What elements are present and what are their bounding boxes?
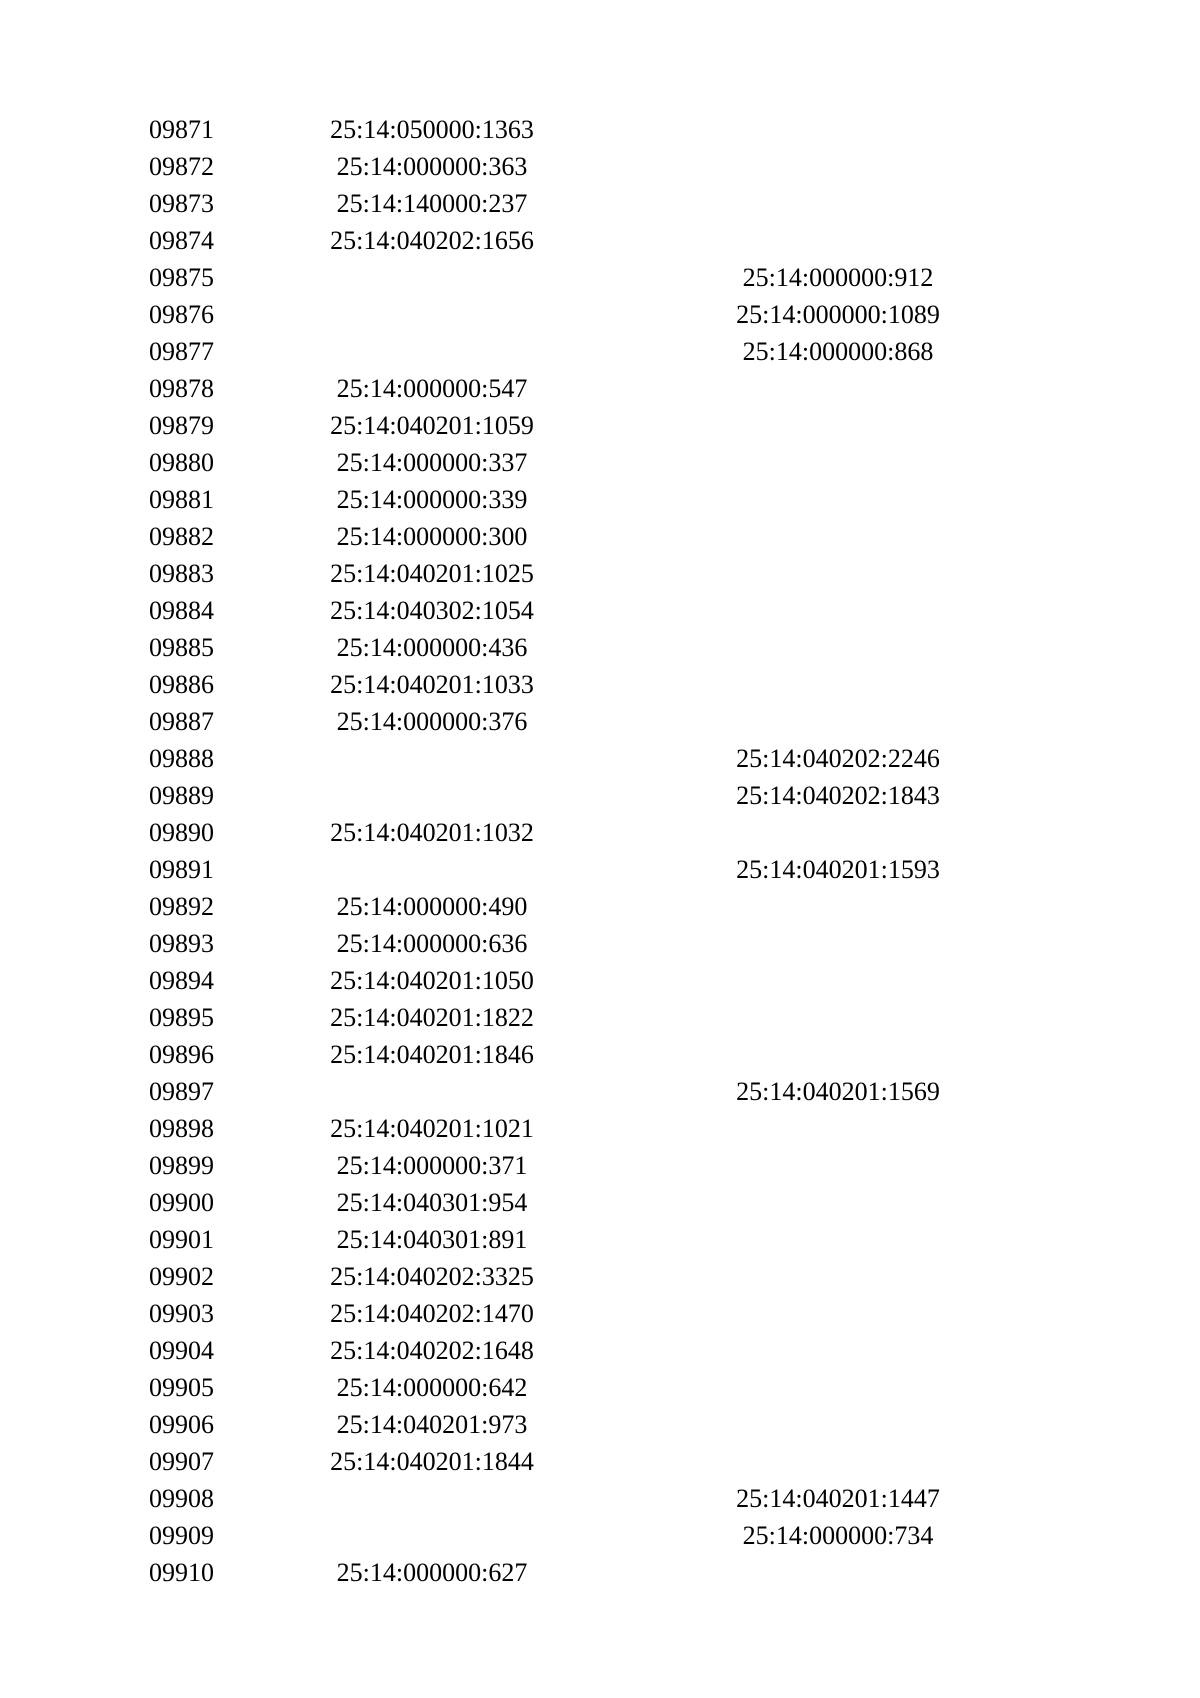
record-number: 09904 (149, 1336, 214, 1365)
cadastral-number: 25:14:050000:1363 (330, 115, 534, 144)
record-number: 09900 (149, 1188, 214, 1217)
table-row (0, 370, 1200, 407)
record-number: 09910 (149, 1558, 214, 1587)
record-number: 09884 (149, 596, 214, 625)
table-row (0, 1480, 1200, 1517)
record-number: 09871 (149, 115, 214, 144)
table-row (0, 740, 1200, 777)
record-number: 09878 (149, 374, 214, 403)
table-row (0, 962, 1200, 999)
table-row (0, 1110, 1200, 1147)
alternate-cadastral-number: 25:14:040201:1447 (736, 1484, 940, 1513)
record-number: 09892 (149, 892, 214, 921)
record-number: 09903 (149, 1299, 214, 1328)
record-number: 09885 (149, 633, 214, 662)
cadastral-number: 25:14:000000:376 (336, 707, 528, 736)
cadastral-number: 25:14:040201:1059 (330, 411, 534, 440)
table-row (0, 111, 1200, 148)
table-row (0, 888, 1200, 925)
table-row (0, 666, 1200, 703)
cadastral-number: 25:14:040301:954 (336, 1188, 528, 1217)
table-row (0, 333, 1200, 370)
table-row (0, 925, 1200, 962)
cadastral-number: 25:14:000000:636 (336, 929, 528, 958)
table-row (0, 1073, 1200, 1110)
table-row (0, 185, 1200, 222)
table-row (0, 592, 1200, 629)
alternate-cadastral-number: 25:14:000000:1089 (736, 300, 940, 329)
record-number: 09908 (149, 1484, 214, 1513)
cadastral-number: 25:14:040202:3325 (330, 1262, 534, 1291)
cadastral-number: 25:14:000000:490 (336, 892, 528, 921)
table-row (0, 1406, 1200, 1443)
table-row (0, 1554, 1200, 1591)
table-row (0, 1295, 1200, 1332)
cadastral-number: 25:14:040302:1054 (330, 596, 534, 625)
cadastral-number: 25:14:040201:973 (336, 1410, 528, 1439)
cadastral-number: 25:14:040202:1648 (330, 1336, 534, 1365)
cadastral-number: 25:14:140000:237 (336, 189, 528, 218)
record-number: 09894 (149, 966, 214, 995)
table-row (0, 1147, 1200, 1184)
table-row (0, 1517, 1200, 1554)
alternate-cadastral-number: 25:14:040202:1843 (736, 781, 940, 810)
table-row (0, 518, 1200, 555)
record-number: 09902 (149, 1262, 214, 1291)
record-number: 09886 (149, 670, 214, 699)
cadastral-number: 25:14:040301:891 (336, 1225, 528, 1254)
cadastral-number: 25:14:040201:1822 (330, 1003, 534, 1032)
table-row (0, 555, 1200, 592)
record-number: 09876 (149, 300, 214, 329)
cadastral-number: 25:14:000000:337 (336, 448, 528, 477)
alternate-cadastral-number: 25:14:000000:912 (742, 263, 934, 292)
cadastral-number: 25:14:040202:1470 (330, 1299, 534, 1328)
table-row (0, 1221, 1200, 1258)
alternate-cadastral-number: 25:14:040201:1593 (736, 855, 940, 884)
cadastral-number: 25:14:000000:300 (336, 522, 528, 551)
cadastral-number: 25:14:000000:627 (336, 1558, 528, 1587)
record-table (0, 111, 1200, 1591)
cadastral-number: 25:14:040201:1025 (330, 559, 534, 588)
alternate-cadastral-number: 25:14:000000:734 (742, 1521, 934, 1550)
record-number: 09874 (149, 226, 214, 255)
record-number: 09896 (149, 1040, 214, 1069)
cadastral-number: 25:14:040201:1844 (330, 1447, 534, 1476)
record-number: 09901 (149, 1225, 214, 1254)
record-number: 09888 (149, 744, 214, 773)
table-row (0, 629, 1200, 666)
record-number: 09890 (149, 818, 214, 847)
cadastral-number: 25:14:040201:1846 (330, 1040, 534, 1069)
record-number: 09877 (149, 337, 214, 366)
table-row (0, 148, 1200, 185)
table-row (0, 222, 1200, 259)
cadastral-number: 25:14:000000:363 (336, 152, 528, 181)
cadastral-number: 25:14:040201:1050 (330, 966, 534, 995)
cadastral-number: 25:14:000000:642 (336, 1373, 528, 1402)
table-row (0, 407, 1200, 444)
record-number: 09882 (149, 522, 214, 551)
record-number: 09906 (149, 1410, 214, 1439)
cadastral-number: 25:14:000000:371 (336, 1151, 528, 1180)
table-row (0, 814, 1200, 851)
record-number: 09887 (149, 707, 214, 736)
record-number: 09880 (149, 448, 214, 477)
cadastral-number: 25:14:000000:436 (336, 633, 528, 662)
table-row (0, 999, 1200, 1036)
table-row (0, 1036, 1200, 1073)
record-number: 09907 (149, 1447, 214, 1476)
record-number: 09909 (149, 1521, 214, 1550)
cadastral-number: 25:14:040202:1656 (330, 226, 534, 255)
record-number: 09893 (149, 929, 214, 958)
table-row (0, 851, 1200, 888)
cadastral-number: 25:14:000000:547 (336, 374, 528, 403)
table-row (0, 481, 1200, 518)
alternate-cadastral-number: 25:14:040201:1569 (736, 1077, 940, 1106)
record-number: 09875 (149, 263, 214, 292)
alternate-cadastral-number: 25:14:000000:868 (742, 337, 934, 366)
record-number: 09873 (149, 189, 214, 218)
record-number: 09881 (149, 485, 214, 514)
table-row (0, 703, 1200, 740)
alternate-cadastral-number: 25:14:040202:2246 (736, 744, 940, 773)
record-number: 09905 (149, 1373, 214, 1402)
record-number: 09899 (149, 1151, 214, 1180)
table-row (0, 296, 1200, 333)
cadastral-number: 25:14:000000:339 (336, 485, 528, 514)
record-number: 09898 (149, 1114, 214, 1143)
cadastral-number: 25:14:040201:1032 (330, 818, 534, 847)
record-number: 09889 (149, 781, 214, 810)
record-number: 09872 (149, 152, 214, 181)
table-row (0, 1332, 1200, 1369)
record-number: 09895 (149, 1003, 214, 1032)
record-number: 09897 (149, 1077, 214, 1106)
record-number: 09891 (149, 855, 214, 884)
table-row (0, 1258, 1200, 1295)
cadastral-number: 25:14:040201:1033 (330, 670, 534, 699)
table-row (0, 1369, 1200, 1406)
record-number: 09879 (149, 411, 214, 440)
record-number: 09883 (149, 559, 214, 588)
table-row (0, 777, 1200, 814)
cadastral-number: 25:14:040201:1021 (330, 1114, 534, 1143)
table-row (0, 259, 1200, 296)
table-row (0, 444, 1200, 481)
table-row (0, 1443, 1200, 1480)
table-row (0, 1184, 1200, 1221)
